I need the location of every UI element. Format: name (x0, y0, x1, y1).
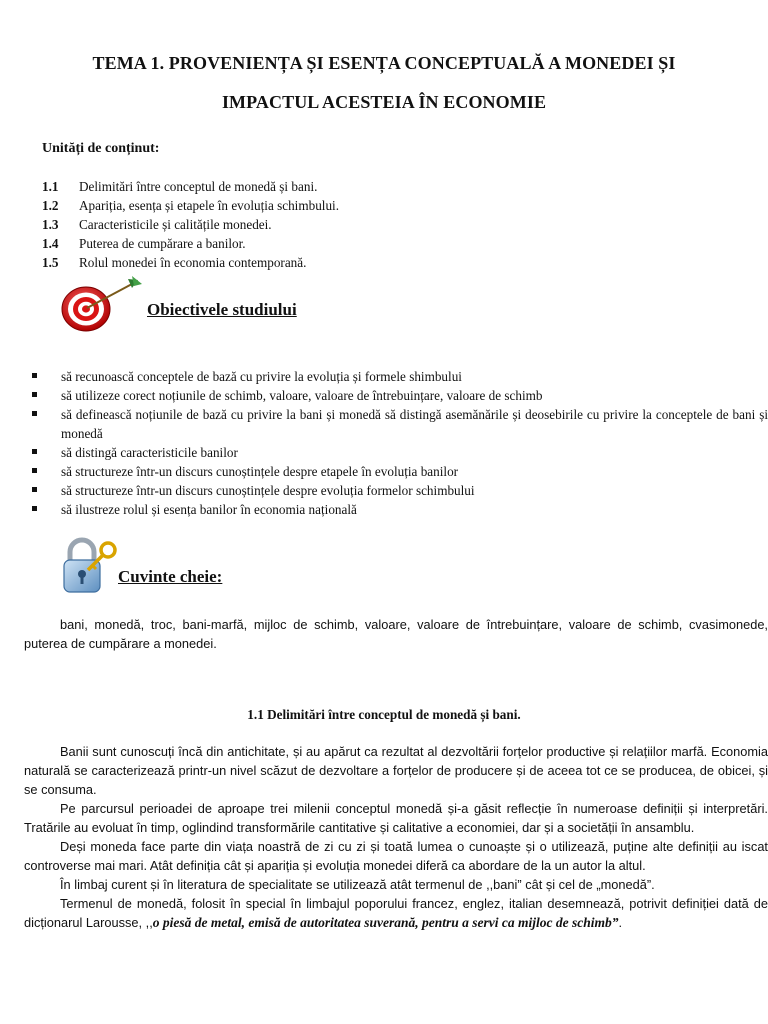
objective-item (30, 462, 768, 481)
paragraph: Deși moneda face parte din viața noastră de zi cu zi și toată lumea o cunoaște și o utilizează, puține alte definiții au iscat controverse mai mari. Atât definiția cât și apariția și evoluția monedei diferă ca abordare de la un autor la altul. (24, 839, 768, 873)
unit-number: 1.5 (42, 255, 59, 270)
units-list-item (42, 196, 339, 215)
unit-text: Puterea de cumpărare a banilor. (79, 236, 246, 251)
paragraph: În limbaj curent și în literatura de specialitate se utilizează atât termenul de ,,bani” cât și cel de „monedă”. (60, 877, 655, 892)
objective-text: să distingă caracteristicile banilor (61, 445, 238, 460)
unit-number: 1.2 (42, 198, 59, 213)
unit-text: Delimitări între conceptul de monedă și bani. (79, 179, 318, 194)
objective-item (30, 443, 768, 462)
objective-text: să structureze într-un discurs cunoștințele despre etapele în evoluția banilor (61, 464, 459, 479)
objectives-heading: Obiectivele studiului (147, 300, 297, 319)
objective-item (30, 386, 768, 405)
objective-item (30, 481, 768, 500)
units-heading: Unități de conținut: (42, 141, 160, 156)
unit-number: 1.1 (42, 179, 59, 194)
objective-item (30, 500, 768, 519)
unit-text: Caracteristicile și calitățile monedei. (79, 217, 272, 232)
objective-text: să ilustreze rolul și esența banilor în economia națională (61, 502, 357, 517)
section-heading-1-1: 1.1 Delimitări între conceptul de monedă și bani. (247, 707, 521, 722)
padlock-key-icon (60, 536, 122, 596)
bullet-icon (32, 392, 37, 397)
units-list-item (42, 215, 339, 234)
units-list-item (42, 177, 339, 196)
units-list (42, 177, 339, 272)
bullet-icon (32, 487, 37, 492)
document-title-line-2: IMPACTUL ACESTEIA ÎN ECONOMIE (221, 92, 547, 112)
paragraph: Pe parcursul perioadei de aproape trei milenii conceptul monedă și-a găsit reflecție în numeroase definiții și interpretări. Tratările au evoluat în timp, oglindind transformările cantitative și calitative a economiei, dar și a societății în ansamblu. (24, 801, 768, 835)
unit-text: Rolul monedei în economia contemporană. (79, 255, 307, 270)
paragraph-end: . (618, 915, 623, 930)
objective-text: să recunoască conceptele de bază cu privire la evoluția și formele shimbului (61, 369, 462, 384)
objective-text: să structureze într-un discurs cunoștințele despre evoluția formelor schimbului (61, 483, 475, 498)
objective-item (30, 367, 768, 386)
bullet-icon (32, 468, 37, 473)
keywords-text: bani, monedă, troc, bani-marfă, mijloc de schimb, valoare, valoare de întrebuințare, valoare de schimb, cvasimonede, puterea de cumpărare a monedei. (24, 617, 768, 651)
target-icon (58, 276, 148, 336)
objective-item (30, 405, 768, 443)
paragraph: Banii sunt cunoscuți încă din antichitate, și au apărut ca rezultat al dezvoltării forțelor productive și relațiilor marfă. Economia naturală se caracterizează printr-un nivel scăzut de dezvoltare a forțelor de producere și de aceea tot ce se producea, de obicei, și se consuma. (24, 744, 768, 797)
bullet-icon (32, 373, 37, 378)
paragraph-start: Termenul de monedă, folosit în special în limbajul poporului francez, englez, italian desemnează, potrivit definiției dată de dicționarul Larousse, ,, (24, 896, 768, 930)
units-list-item (42, 253, 339, 272)
bullet-icon (32, 449, 37, 454)
unit-number: 1.4 (42, 236, 59, 251)
objective-text: să definească noțiunile de bază cu privire la bani și monedă să distingă asemănările și deosebirile cu privire la conceptele de bani și monedă (61, 407, 768, 441)
keywords-heading: Cuvinte cheie: (118, 567, 223, 586)
bullet-icon (32, 506, 37, 511)
objective-text: să utilizeze corect noțiunile de schimb, valoare, valoare de întrebuințare, valoare de schimb (61, 388, 543, 403)
section-body (24, 742, 768, 932)
unit-text: Apariția, esența și etapele în evoluția schimbului. (79, 198, 340, 213)
unit-number: 1.3 (42, 217, 59, 232)
bullet-icon (32, 411, 37, 416)
units-list-item (42, 234, 339, 253)
larousse-quote: o piesă de metal, emisă de autoritatea suverană, pentru a servi ca mijloc de schimb” (152, 915, 619, 930)
document-title-line-1: TEMA 1. PROVENIENȚA ȘI ESENȚA CONCEPTUALĂ A MONEDEI ȘI (92, 53, 676, 73)
paragraph-larousse (24, 894, 768, 932)
objectives-list (30, 367, 768, 519)
